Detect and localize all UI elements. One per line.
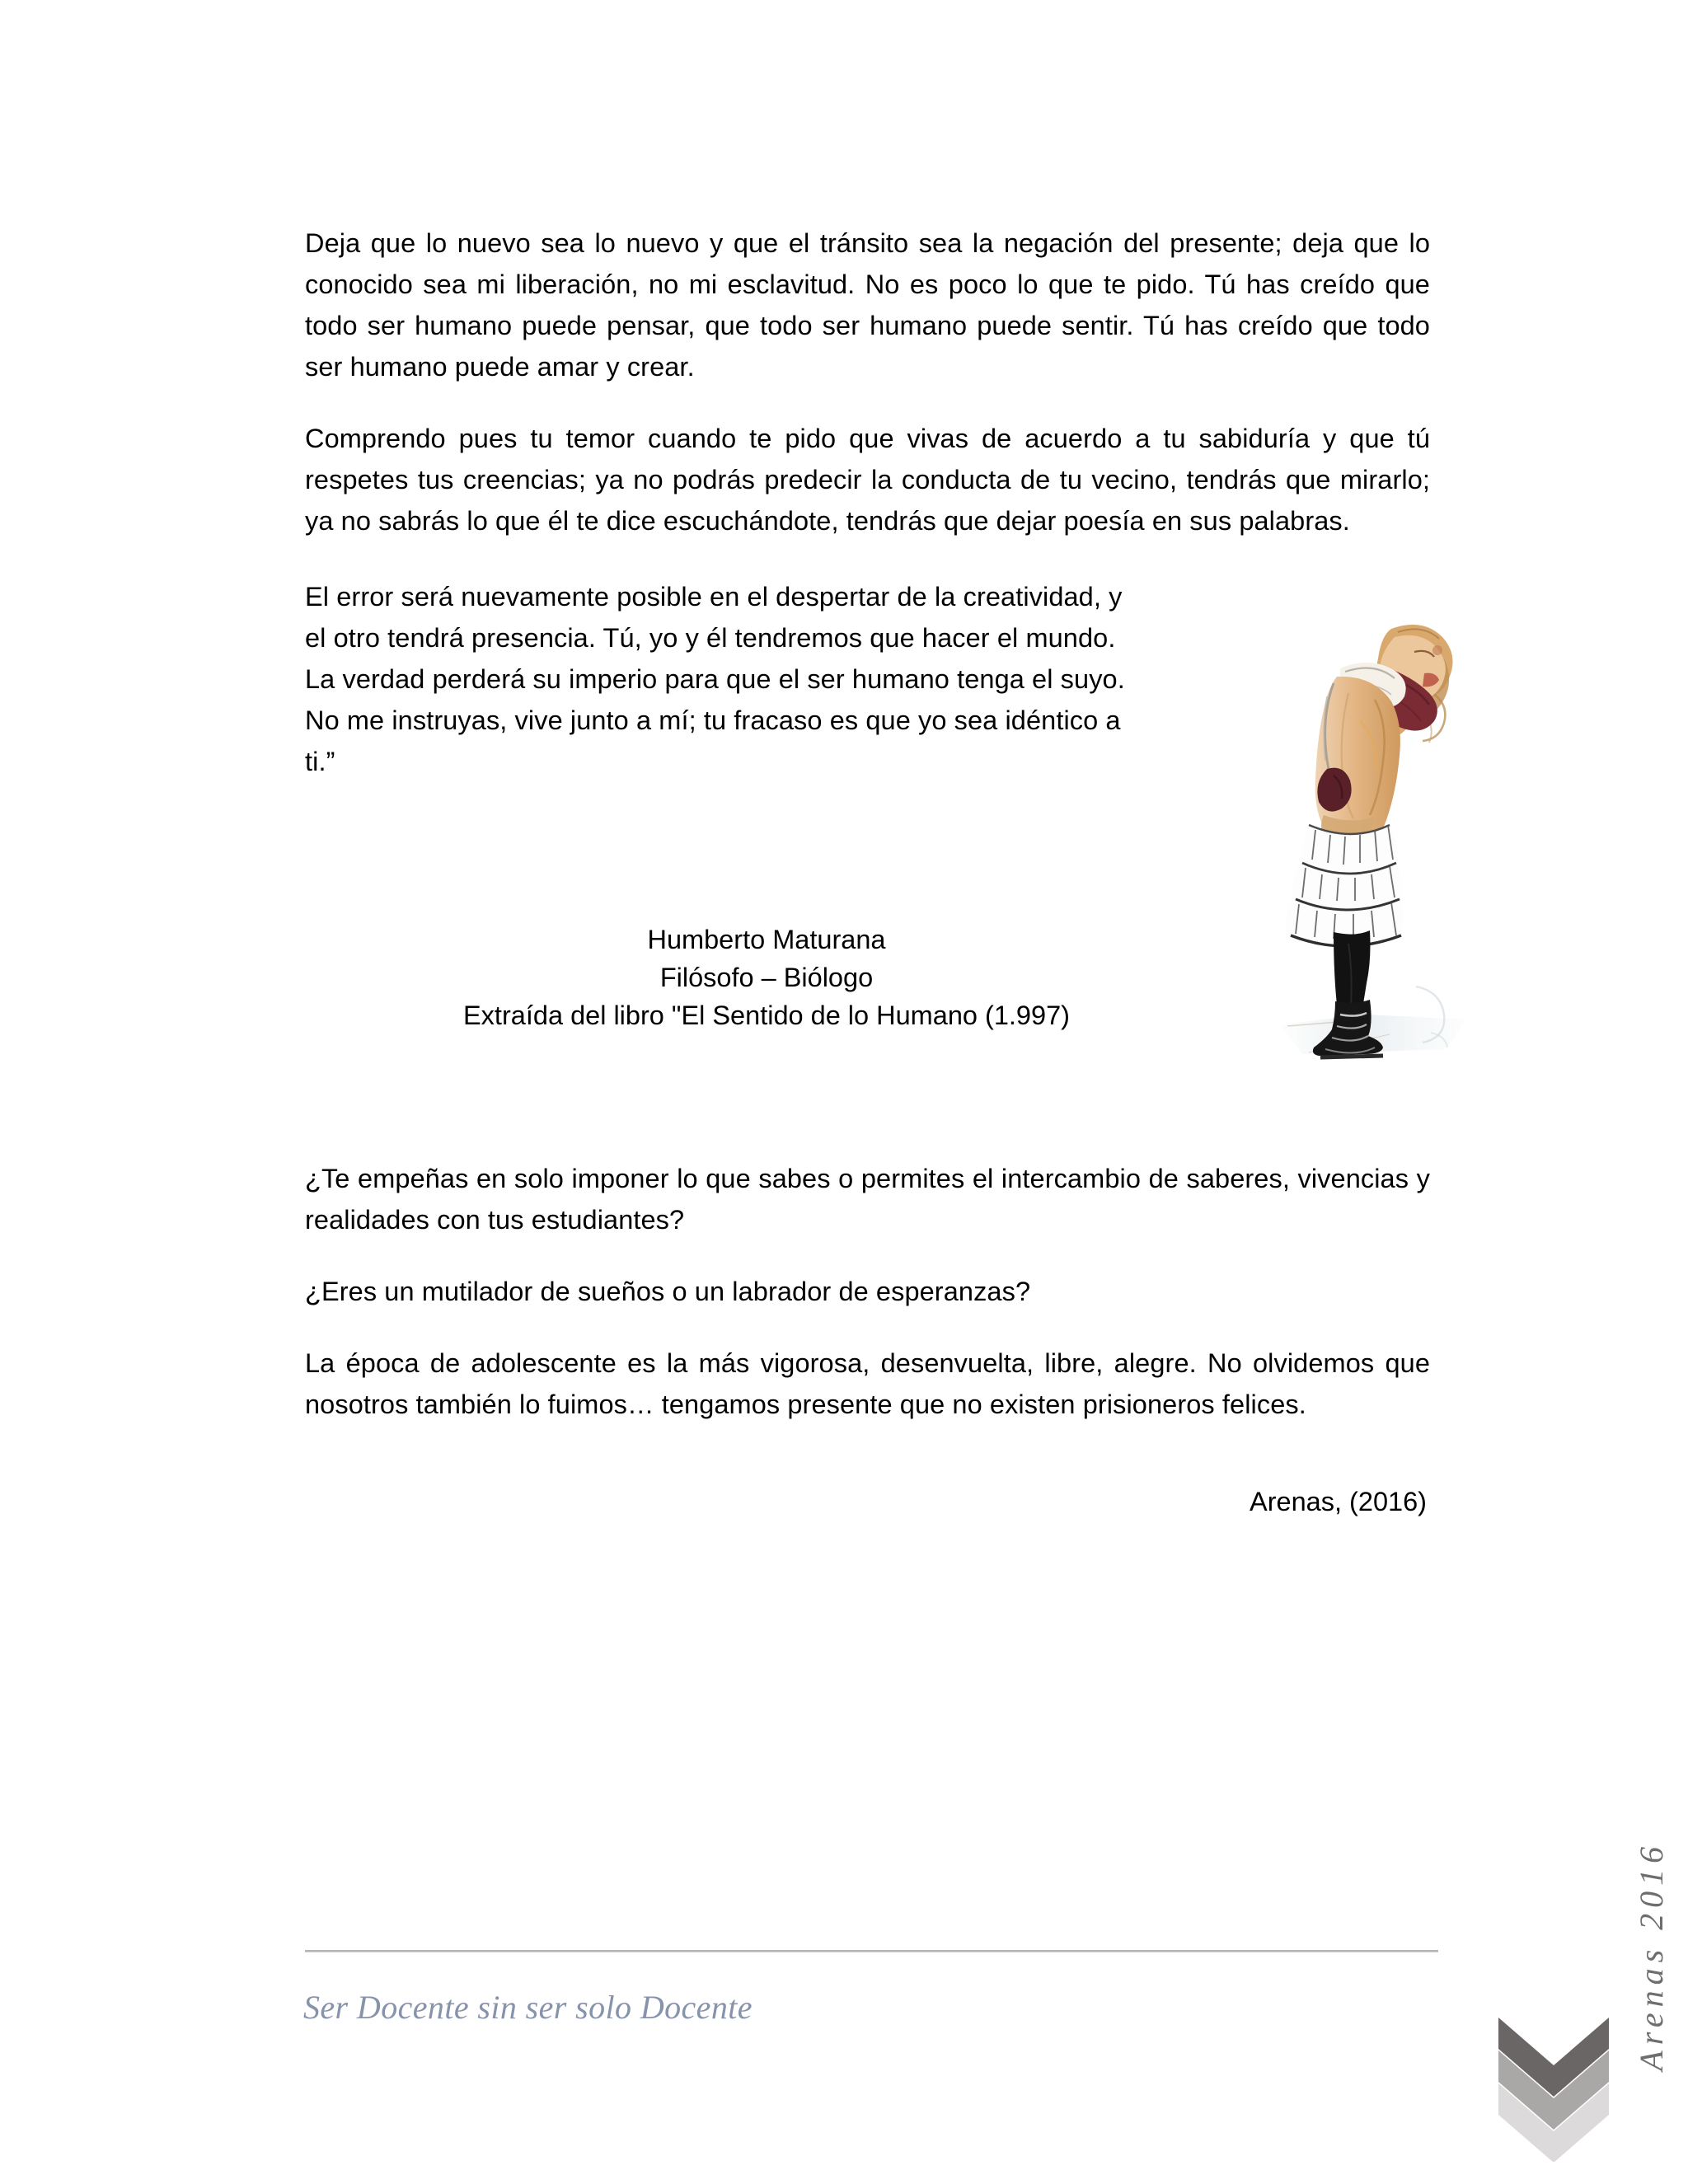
footer-title: Ser Docente sin ser solo Docente <box>303 1989 753 2026</box>
paragraph-1: Deja que lo nuevo sea lo nuevo y que el tránsito sea la negación del presente; deja que lo conocido sea mi liberación, no mi esclavitud. No es poco lo que te pido. Tú has creído que todo ser humano puede pensar, que todo ser humano puede sentir. Tú has creído que todo ser humano puede amar y crear. <box>305 228 1430 382</box>
attribution-role: Filósofo – Biólogo <box>659 963 874 992</box>
question-3: La época de adolescente es la más vigorosa, desenvuelta, libre, alegre. No olvidemos que nosotros también lo fuimos… tengamos presente que no existen prisioneros felices. <box>305 1348 1430 1419</box>
question-2: ¿Eres un mutilador de sueños o un labrador de esperanzas? <box>305 1277 1031 1306</box>
attribution-author: Humberto Maturana <box>647 925 886 954</box>
quote-paragraph: El error será nuevamente posible en el despertar de la creatividad, y el otro tendrá presencia. Tú, yo y él tendremos que hacer el mundo. La verdad perderá su imperio para que el ser humano tenga el suyo. No me instruyas, vive junto a mí; tu fracaso es que yo sea idéntico a ti.” <box>305 582 1125 776</box>
footer-divider <box>305 1950 1438 1952</box>
attribution-source: Extraída del libro "El Sentido de lo Humano (1.997) <box>463 1001 1070 1030</box>
signature-arenas: Arenas, (2016) <box>1250 1487 1427 1516</box>
quote-block <box>305 576 1430 1034</box>
questions-block <box>305 1158 1430 1521</box>
document-body <box>305 223 1430 1521</box>
side-note-arenas-2016: Arenas 2016 <box>1633 1840 1670 2071</box>
paragraph-2: Comprendo pues tu temor cuando te pido que vivas de acuerdo a tu sabiduría y que tú respetes tus creencias; ya no podrás predecir la conducta de tu vecino, tendrás que mirarlo; ya no sabrás lo que él te dice escuchándote, tendrás que dejar poesía en sus palabras. <box>305 424 1430 536</box>
quote-attribution <box>305 921 1228 1034</box>
chevron-down-icon-group <box>1492 2018 1615 2162</box>
question-1: ¿Te empeñas en solo imponer lo que sabes o permites el intercambio de saberes, vivencias y realidades con tus estudiantes? <box>305 1164 1430 1235</box>
